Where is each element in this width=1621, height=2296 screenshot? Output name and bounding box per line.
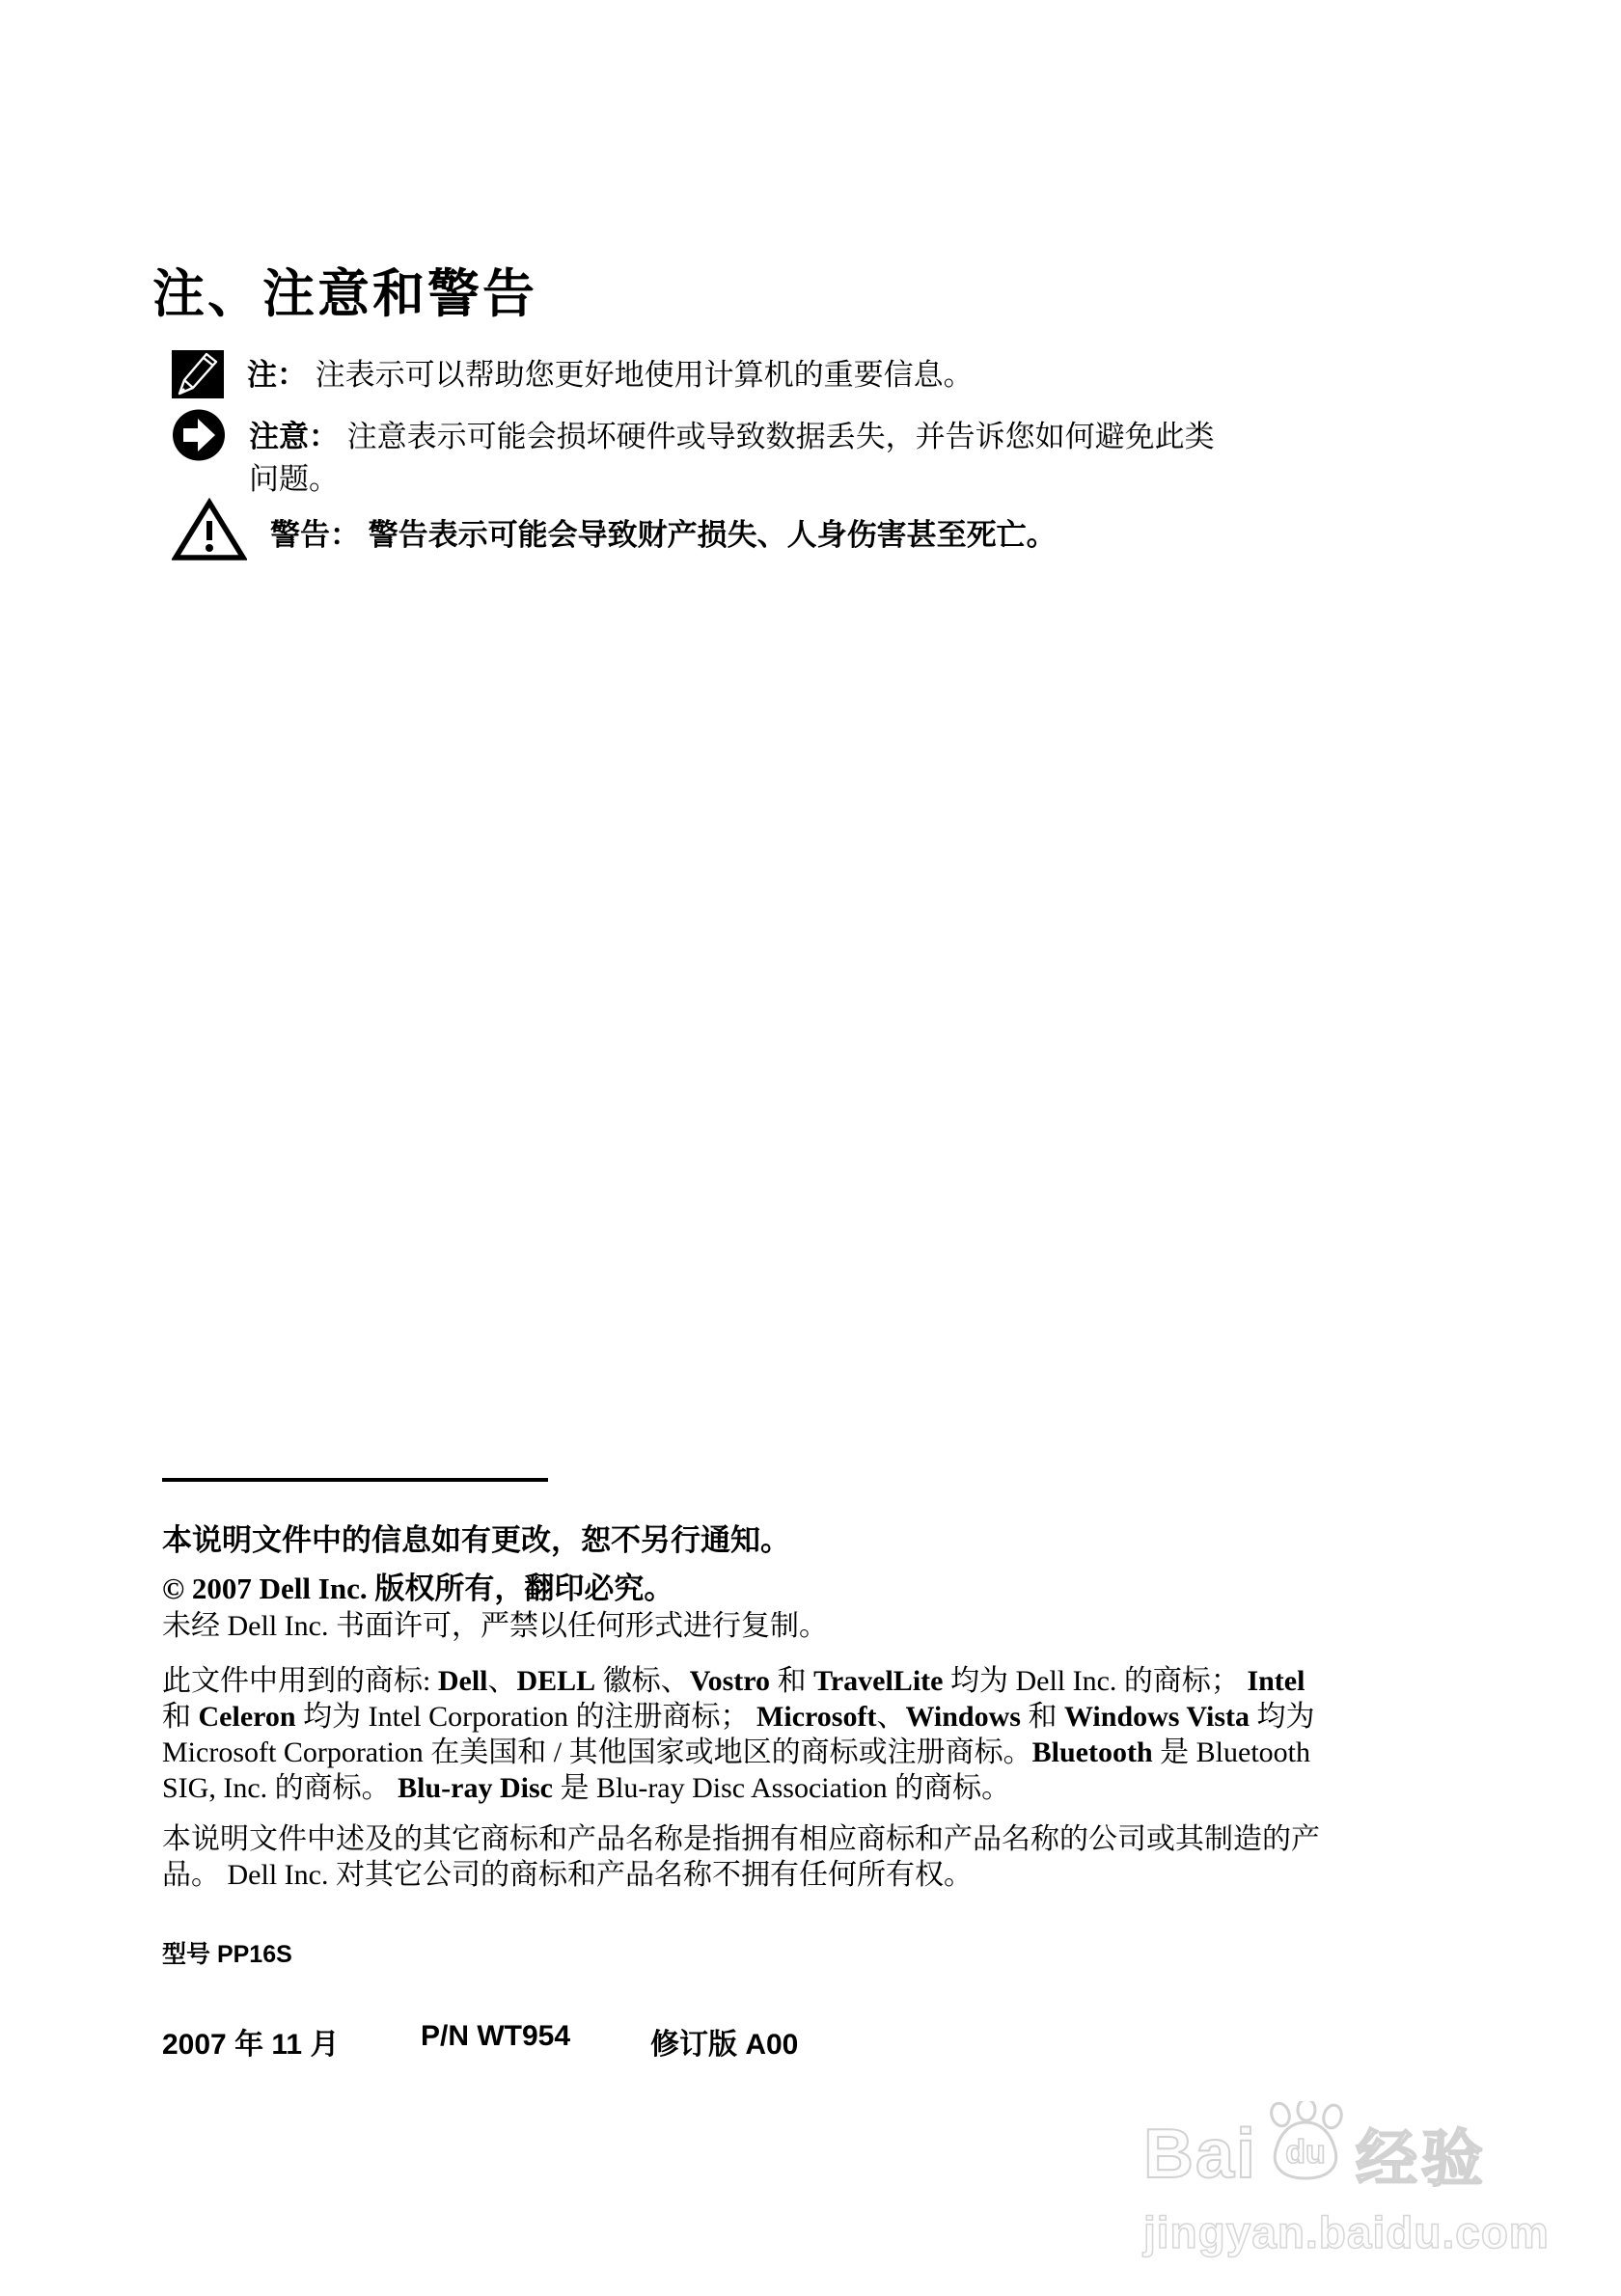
text-line: 警告： 警告表示可能会导致财产损失、人身伤害甚至死亡。 [270, 518, 1057, 552]
text-line: 问题。 [249, 462, 339, 496]
model-number: 型号 PP16S [162, 1941, 292, 1968]
text-line: 本说明文件中述及的其它商标和产品名称是指拥有相应商标和产品名称的公司或其制造的产 [162, 1823, 1320, 1855]
caution-icon [172, 409, 226, 466]
part-number: P/N WT954 [421, 2020, 571, 2052]
svg-text:du: du [1285, 2134, 1326, 2171]
text-line: SIG, Inc. 的商标。 Blu-ray Disc 是 Blu-ray Disc Association 的商标。 [162, 1772, 1011, 1804]
baidu-logo-cn: 经验 [1356, 2123, 1488, 2194]
note-icon [172, 350, 224, 403]
legal-other-trademarks [162, 1821, 1320, 1893]
warning-icon [172, 498, 247, 566]
footnote-divider [162, 1478, 548, 1482]
text-line: 品。 Dell Inc. 对其它公司的商标和产品名称不拥有任何所有权。 [162, 1859, 973, 1891]
caution-row [172, 409, 1215, 501]
page-title: 注、注意和警告 [152, 265, 537, 323]
warning-row [172, 498, 1057, 566]
text-line: 此文件中用到的商标: Dell、DELL 徽标、Vostro 和 TravelLite 均为 Dell Inc. 的商标； Intel [162, 1665, 1305, 1697]
text-line: 注： 注表示可以帮助您更好地使用计算机的重要信息。 [247, 358, 974, 392]
caution-text [249, 409, 1215, 501]
watermark-url: jingyan.baidu.com [1143, 2207, 1550, 2257]
text-line: 本说明文件中的信息如有更改，恕不另行通知。 [162, 1523, 790, 1557]
text-line: 注意： 注意表示可能会损坏硬件或导致数据丢失，并告诉您如何避免此类 [249, 420, 1215, 453]
legal-trademarks [162, 1663, 1314, 1806]
revision-label: 修订版 A00 [650, 2029, 799, 2061]
note-text [247, 350, 974, 396]
baidu-logo [1143, 2101, 1550, 2206]
text-line: © 2007 Dell Inc. 版权所有，翻印必究。 [162, 1572, 674, 1605]
warning-text [270, 498, 1057, 557]
legal-copy-notice [162, 1607, 828, 1646]
publish-date: 2007 年 11 月 [162, 2029, 340, 2061]
text-line: 和 Celeron 均为 Intel Corporation 的注册商标； Microsoft、Windows 和 Windows Vista 均为 [162, 1701, 1315, 1733]
baidu-paw-icon [1261, 2101, 1350, 2189]
note-row [172, 350, 974, 403]
text-line: Microsoft Corporation 在美国和 / 其他国家或地区的商标或注册商标。Bluetooth 是 Bluetooth [162, 1736, 1310, 1768]
baidu-watermark [1143, 2101, 1550, 2258]
baidu-logo-latin: Bai [1143, 2115, 1258, 2193]
text-line: 未经 Dell Inc. 书面许可，严禁以任何形式进行复制。 [162, 1610, 828, 1642]
legal-change-notice [162, 1517, 790, 1613]
